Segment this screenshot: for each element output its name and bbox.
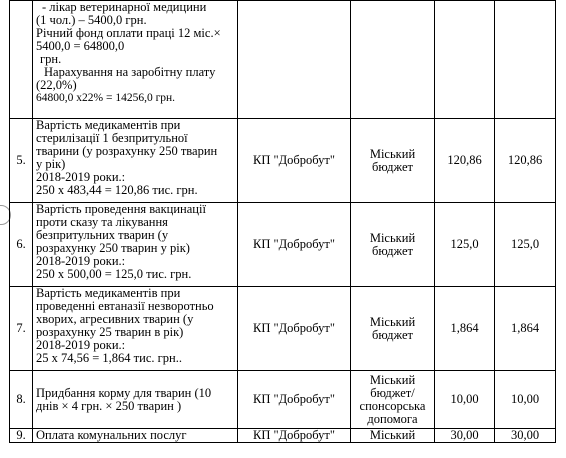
- row-value-2: 125,0: [495, 203, 556, 287]
- row-funding-source: Міський бюджет: [351, 203, 435, 287]
- row-description: [33, 429, 238, 443]
- row-number: [10, 1, 33, 119]
- row-description: [33, 119, 238, 203]
- row-number: 9.: [10, 429, 33, 443]
- description-line: - лікар ветеринарної медицини: [42, 0, 207, 14]
- description-line: Річний фонд оплати праці 12 міс.×: [36, 26, 221, 40]
- description-line: проведенні евтаназії незворотньо: [36, 299, 214, 313]
- row-funding-source: Міський бюджет: [351, 119, 435, 203]
- row-funding-source: Міський: [351, 429, 435, 443]
- description-line: безпритульних тварин (у: [36, 228, 169, 242]
- description-line: Оплата комунальних послуг: [36, 428, 187, 442]
- table-row: [10, 429, 556, 443]
- description-line: 2018-2019 роки.:: [36, 170, 126, 184]
- row-value-1: [435, 1, 495, 119]
- description-line: Нарахування на заробітну плату: [44, 65, 216, 79]
- table-row: [10, 287, 556, 371]
- row-value-1: 30,00: [435, 429, 495, 443]
- row-organization: КП "Добробут": [238, 371, 351, 429]
- table-row: [10, 371, 556, 429]
- row-funding-source: Міський бюджет/ спонсорська допомога: [351, 371, 435, 429]
- description-line: грн.: [40, 52, 62, 66]
- description-line: Вартість медикаментів при: [36, 118, 181, 132]
- description-line: проти сказу та лікування: [36, 215, 168, 229]
- row-organization: КП "Добробут": [238, 429, 351, 443]
- description-line: стерилізації 1 безпритульної: [36, 131, 188, 145]
- row-description: [33, 371, 238, 429]
- description-line: у рік): [36, 157, 66, 171]
- row-value-2: 1,864: [495, 287, 556, 371]
- description-line: розрахунку 250 тварин у рік): [36, 241, 190, 255]
- table-row: [10, 1, 556, 119]
- description-line: Придбання корму для тварин (10: [36, 385, 212, 400]
- row-organization: КП "Добробут": [238, 119, 351, 203]
- row-description: [33, 287, 238, 371]
- table-row: [10, 203, 556, 287]
- row-value-2: 30,00: [495, 429, 556, 443]
- description-line: 25 х 74,56 = 1,864 тис. грн..: [36, 351, 182, 365]
- row-value-1: 10,00: [435, 371, 495, 429]
- row-value-1: 120,86: [435, 119, 495, 203]
- row-number: 5.: [10, 119, 33, 203]
- row-number: 8.: [10, 371, 33, 429]
- budget-table: [9, 0, 556, 443]
- row-number: 7.: [10, 287, 33, 371]
- row-funding-source: Міський бюджет: [351, 287, 435, 371]
- row-value-1: 125,0: [435, 203, 495, 287]
- row-value-2: 10,00: [495, 371, 556, 429]
- description-line: Вартість проведення вакцинації: [36, 202, 206, 216]
- description-line: (1 чол.) – 5400,0 грн.: [36, 13, 147, 27]
- description-line: 64800,0 х22% = 14256,0 грн.: [36, 92, 176, 104]
- row-value-2: 120,86: [495, 119, 556, 203]
- row-description: [33, 1, 238, 119]
- table-row: [10, 119, 556, 203]
- row-organization: [238, 1, 351, 119]
- description-line: хворих, агресивних тварин (у: [36, 312, 194, 326]
- description-line: Вартість медикаментів при: [36, 286, 181, 300]
- description-line: 5400,0 = 64800,0: [36, 39, 125, 53]
- description-line: днів × 4 грн. × 250 тварин ): [36, 398, 182, 413]
- description-line: тварини (у розрахунку 250 тварин: [36, 144, 218, 158]
- description-line: 250 х 500,00 = 125,0 тис. грн.: [36, 267, 192, 281]
- row-funding-source: [351, 1, 435, 119]
- row-value-1: 1,864: [435, 287, 495, 371]
- row-value-2: [495, 1, 556, 119]
- description-line: 2018-2019 роки.:: [36, 338, 126, 352]
- description-line: 250 х 483,44 = 120,86 тис. грн.: [36, 183, 198, 197]
- row-description: [33, 203, 238, 287]
- row-organization: КП "Добробут": [238, 287, 351, 371]
- description-line: розрахунку 25 тварин в рік): [36, 325, 184, 339]
- row-number: 6.: [10, 203, 33, 287]
- row-organization: КП "Добробут": [238, 203, 351, 287]
- description-line: (22,0%): [36, 78, 77, 92]
- description-line: 2018-2019 роки.:: [36, 254, 126, 268]
